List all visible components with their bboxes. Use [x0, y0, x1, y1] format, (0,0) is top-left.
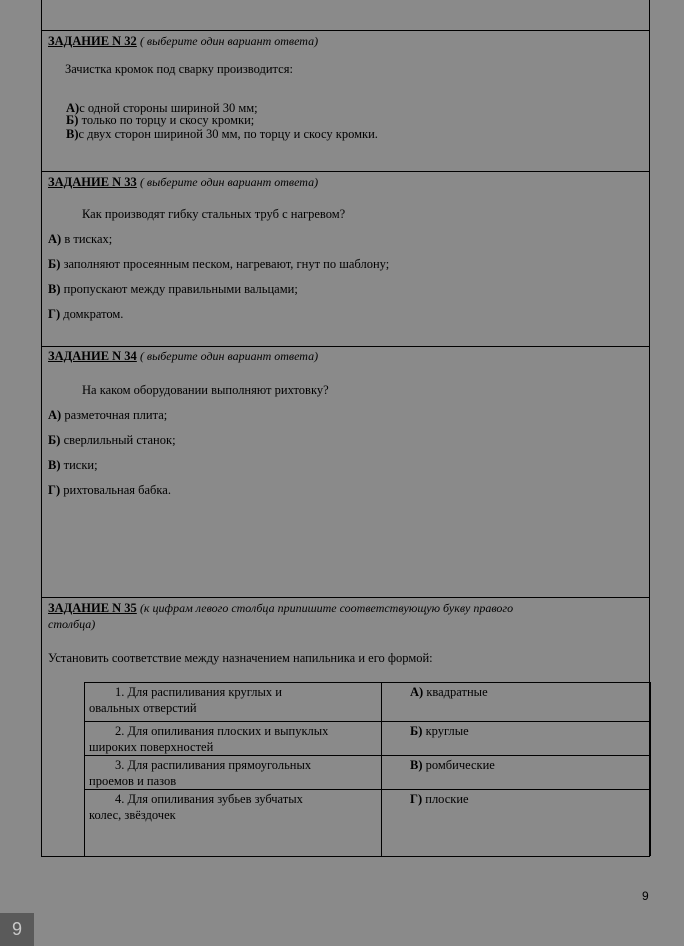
table-cell-left: овальных отверстий — [89, 701, 197, 715]
option-b: Б) только по торцу и скосу кромки; — [66, 113, 255, 127]
option-a: А) разметочная плита; — [48, 408, 168, 422]
task-34-header — [48, 349, 318, 363]
option-d: Г) домкратом. — [48, 307, 124, 321]
table-cell-left: 1. Для распиливания круглых и — [115, 685, 282, 699]
task-35-question: Установить соответствие между назначением напильника и его формой: — [48, 651, 433, 665]
task-note: (к цифрам левого столбца припишите соответствующую букву правого — [139, 601, 514, 615]
option-c: В) пропускают между правильными вальцами; — [48, 282, 298, 296]
table-cell-left: проемов и пазов — [89, 774, 177, 788]
table-cell-left: колес, звёздочек — [89, 808, 176, 822]
option-a: А)с одной стороны шириной 30 мм; — [66, 101, 258, 115]
task-33-question: Как производят гибку стальных труб с нагревом? — [82, 207, 346, 221]
task-heading: ЗАДАНИЕ N 33 — [48, 175, 137, 189]
table-cell-left: 2. Для опиливания плоских и выпуклых — [115, 724, 329, 738]
table-cell-right: В) ромбические — [410, 758, 495, 772]
table-cell-right: А) квадратные — [410, 685, 488, 699]
task-33-header — [48, 175, 318, 189]
table-cell-left: 4. Для опиливания зубьев зубчатых — [115, 792, 303, 806]
option-b: Б) заполняют просеянным песком, нагревают, гнут по шаблону; — [48, 257, 390, 271]
task-34-question: На каком оборудовании выполняют рихтовку? — [82, 383, 329, 397]
table-cell-right: Б) круглые — [410, 724, 469, 738]
task-note: ( выберите один вариант ответа) — [139, 175, 319, 189]
task-35-header — [48, 601, 513, 615]
table-cell-left: 3. Для распиливания прямоугольных — [115, 758, 312, 772]
task-note-continued: столбца) — [48, 617, 96, 631]
section-divider — [41, 171, 650, 172]
option-a: А) в тисках; — [48, 232, 113, 246]
task-32-question: Зачистка кромок под сварку производится: — [65, 62, 293, 76]
table-cell-right: Г) плоские — [410, 792, 469, 806]
option-c: В)с двух сторон шириной 30 мм, по торцу и скосу кромки. — [66, 127, 378, 141]
section-divider — [41, 30, 650, 31]
option-c: В) тиски; — [48, 458, 98, 472]
task-32-header — [48, 34, 318, 48]
task-heading: ЗАДАНИЕ N 32 — [48, 34, 137, 48]
section-divider — [41, 346, 650, 347]
section-divider — [41, 597, 650, 598]
task-heading: ЗАДАНИЕ N 34 — [48, 349, 137, 363]
page-badge[interactable]: 9 — [0, 913, 34, 946]
page-number: 9 — [642, 889, 649, 903]
task-note: ( выберите один вариант ответа) — [139, 34, 319, 48]
task-heading: ЗАДАНИЕ N 35 — [48, 601, 137, 615]
task-note: ( выберите один вариант ответа) — [139, 349, 319, 363]
option-d: Г) рихтовальная бабка. — [48, 483, 171, 497]
table-cell-left: широких поверхностей — [89, 740, 214, 754]
option-b: Б) сверлильный станок; — [48, 433, 176, 447]
